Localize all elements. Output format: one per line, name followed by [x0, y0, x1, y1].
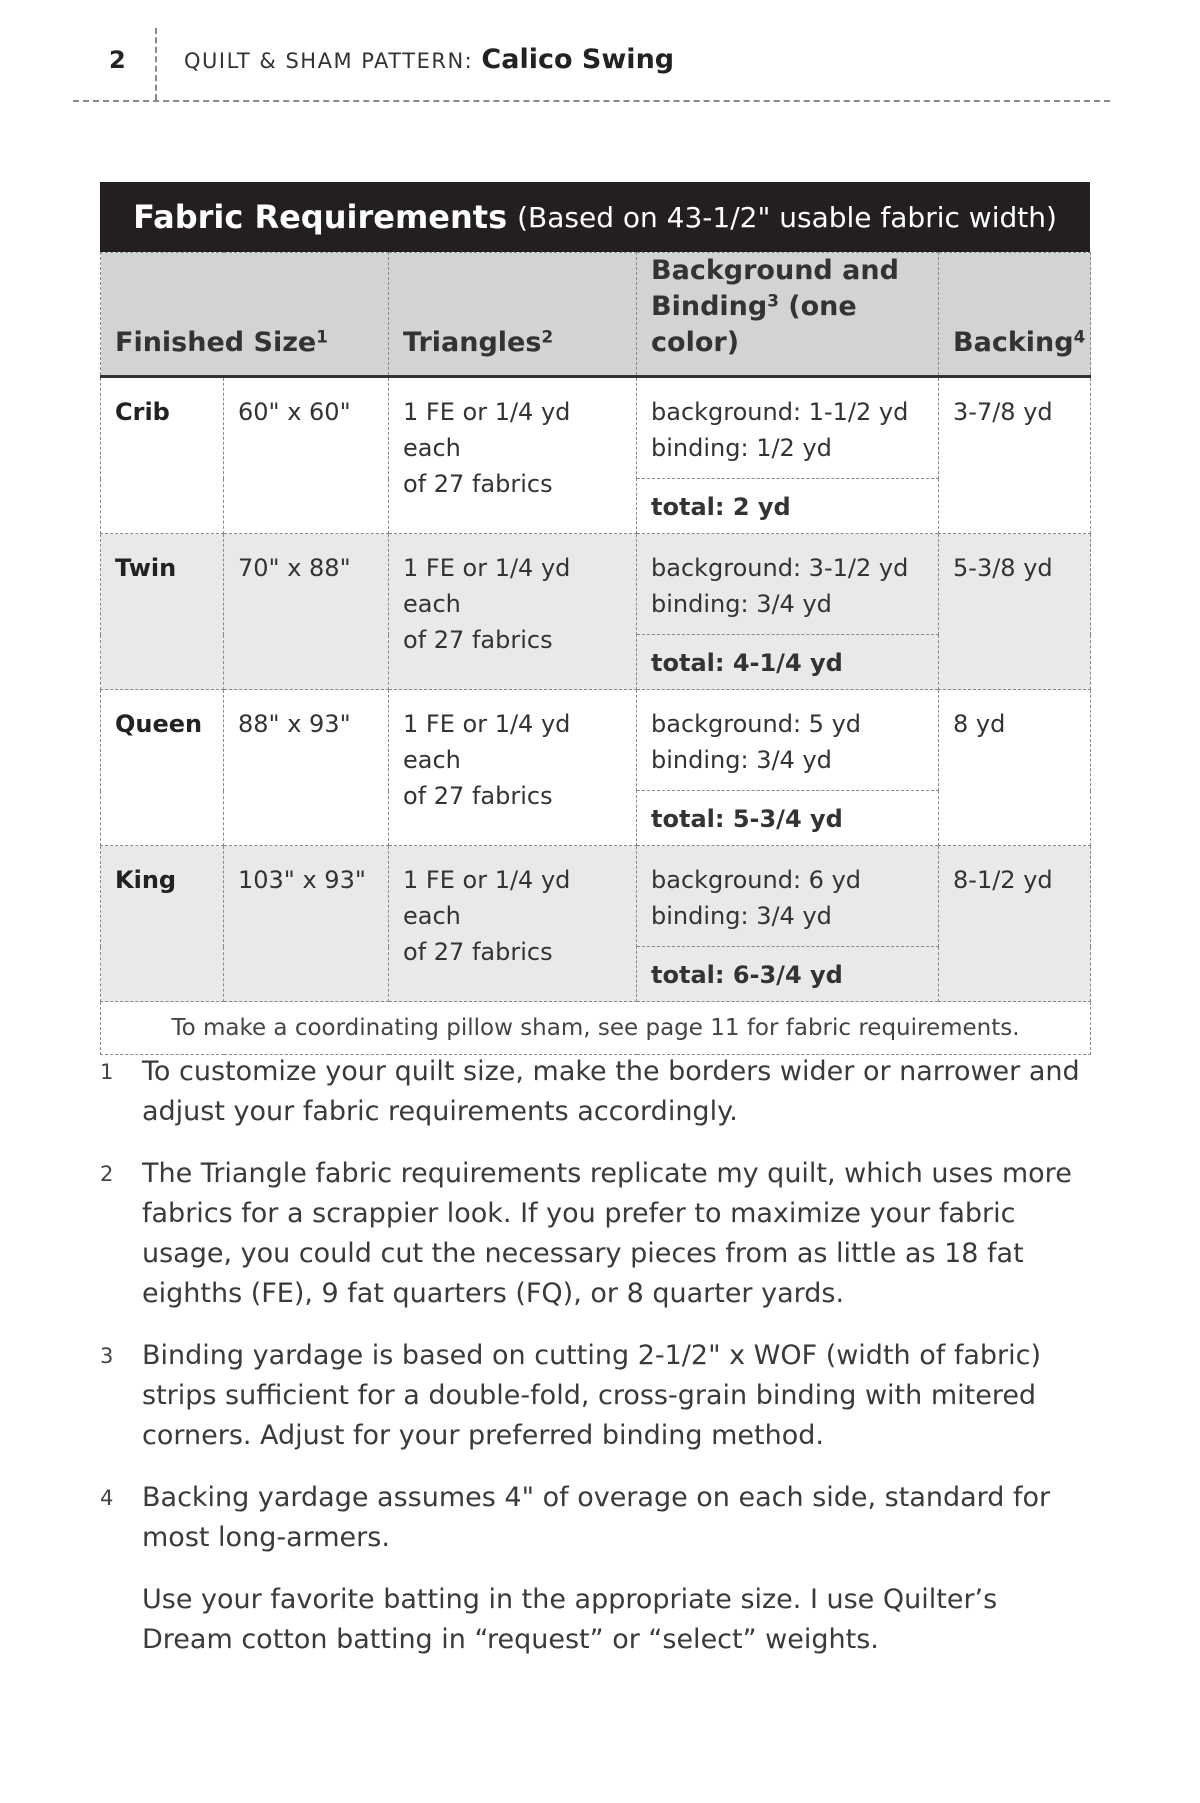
- size-name: Queen: [101, 690, 224, 846]
- col-finished-size: Finished Size$^1$: [101, 253, 389, 377]
- triangles-cell: 1 FE or 1/4 yd each of 27 fabrics: [389, 846, 637, 1002]
- footnote-number: 4: [100, 1486, 114, 1510]
- header-row: [101, 253, 1091, 377]
- footnote-number: 3: [100, 1344, 114, 1368]
- table-note-row: [101, 1002, 1091, 1055]
- background-binding-cell: background: 1-1/2 yd binding: 1/2 yd: [637, 377, 939, 479]
- table-title: [100, 182, 1090, 252]
- footnote-text: The Triangle fabric requirements replicate my quilt, which uses more fabrics for a scrappier look. If you prefer to maximize your fabric usage, you could cut the necessary pieces from as little as 18 fat eighths (FE), 9 fat quarters (FQ), or 8 quarter yards.: [142, 1158, 1072, 1309]
- size-name: Twin: [101, 534, 224, 690]
- footnote-text: To customize your quilt size, make the borders wider or narrower and adjust your fabric requirements accordingly.: [142, 1056, 1080, 1127]
- footnote: [100, 1336, 1090, 1456]
- background-binding-cell: background: 3-1/2 yd binding: 3/4 yd: [637, 534, 939, 635]
- triangles-cell: 1 FE or 1/4 yd each of 27 fabrics: [389, 690, 637, 846]
- size-name: King: [101, 846, 224, 1002]
- batting-paragraph: Use your favorite batting in the appropriate size. I use Quilter’s Dream cotton batting in “request” or “select” weights.: [142, 1584, 998, 1655]
- total-cell: total: 5-3/4 yd: [637, 791, 939, 846]
- header-divider: [155, 28, 157, 100]
- background-binding-cell: background: 5 yd binding: 3/4 yd: [637, 690, 939, 791]
- size-dimensions: 60" x 60": [224, 377, 389, 534]
- table-row-king: [101, 846, 1091, 947]
- total-cell: total: 4-1/4 yd: [637, 635, 939, 690]
- background-binding-cell: background: 6 yd binding: 3/4 yd: [637, 846, 939, 947]
- backing-cell: 8 yd: [939, 690, 1091, 846]
- footnote: [100, 1478, 1090, 1558]
- footnote-text: Backing yardage assumes 4" of overage on each side, standard for most long-armers.: [142, 1482, 1051, 1553]
- triangles-cell: 1 FE or 1/4 yd each of 27 fabrics: [389, 534, 637, 690]
- table-row-queen: [101, 690, 1091, 791]
- backing-cell: 3-7/8 yd: [939, 377, 1091, 534]
- backing-cell: 8-1/2 yd: [939, 846, 1091, 1002]
- col-backing: Backing$^4$: [939, 253, 1091, 377]
- table-row-twin: [101, 534, 1091, 635]
- size-dimensions: 103" x 93": [224, 846, 389, 1002]
- triangles-cell: 1 FE or 1/4 yd each of 27 fabrics: [389, 377, 637, 534]
- requirements-grid: [100, 252, 1091, 1055]
- fabric-requirements-table: [100, 182, 1090, 1055]
- backing-cell: 5-3/8 yd: [939, 534, 1091, 690]
- pattern-name: Calico Swing: [481, 44, 675, 75]
- col-background-binding: Background and Binding$^3$ (one color): [637, 253, 939, 377]
- col-triangles: Triangles$^2$: [389, 253, 637, 377]
- table-row-crib: [101, 377, 1091, 479]
- footnote: [100, 1052, 1090, 1132]
- footnote-text: Binding yardage is based on cutting 2-1/2" x WOF (width of fabric) strips sufficient for a double-fold, cross-grain binding with mitered corners. Adjust for your preferred binding method.: [142, 1340, 1042, 1451]
- section-label: QUILT & SHAM PATTERN:: [184, 49, 474, 73]
- page-header: [73, 0, 1110, 102]
- footnote-number: 1: [100, 1060, 114, 1084]
- page-number: 2: [109, 46, 126, 74]
- table-title-rest: (Based on 43-1/2" usable fabric width): [517, 200, 1057, 234]
- running-head: [184, 44, 674, 75]
- footnote: [100, 1154, 1090, 1314]
- size-dimensions: 88" x 93": [224, 690, 389, 846]
- total-cell: total: 6-3/4 yd: [637, 947, 939, 1002]
- table-title-bold: Fabric Requirements: [133, 198, 508, 236]
- total-cell: total: 2 yd: [637, 479, 939, 534]
- pillow-sham-note: To make a coordinating pillow sham, see page 11 for fabric requirements.: [101, 1002, 1091, 1055]
- size-name: Crib: [101, 377, 224, 534]
- footnotes: [100, 1052, 1090, 1660]
- size-dimensions: 70" x 88": [224, 534, 389, 690]
- footnote-number: 2: [100, 1162, 114, 1186]
